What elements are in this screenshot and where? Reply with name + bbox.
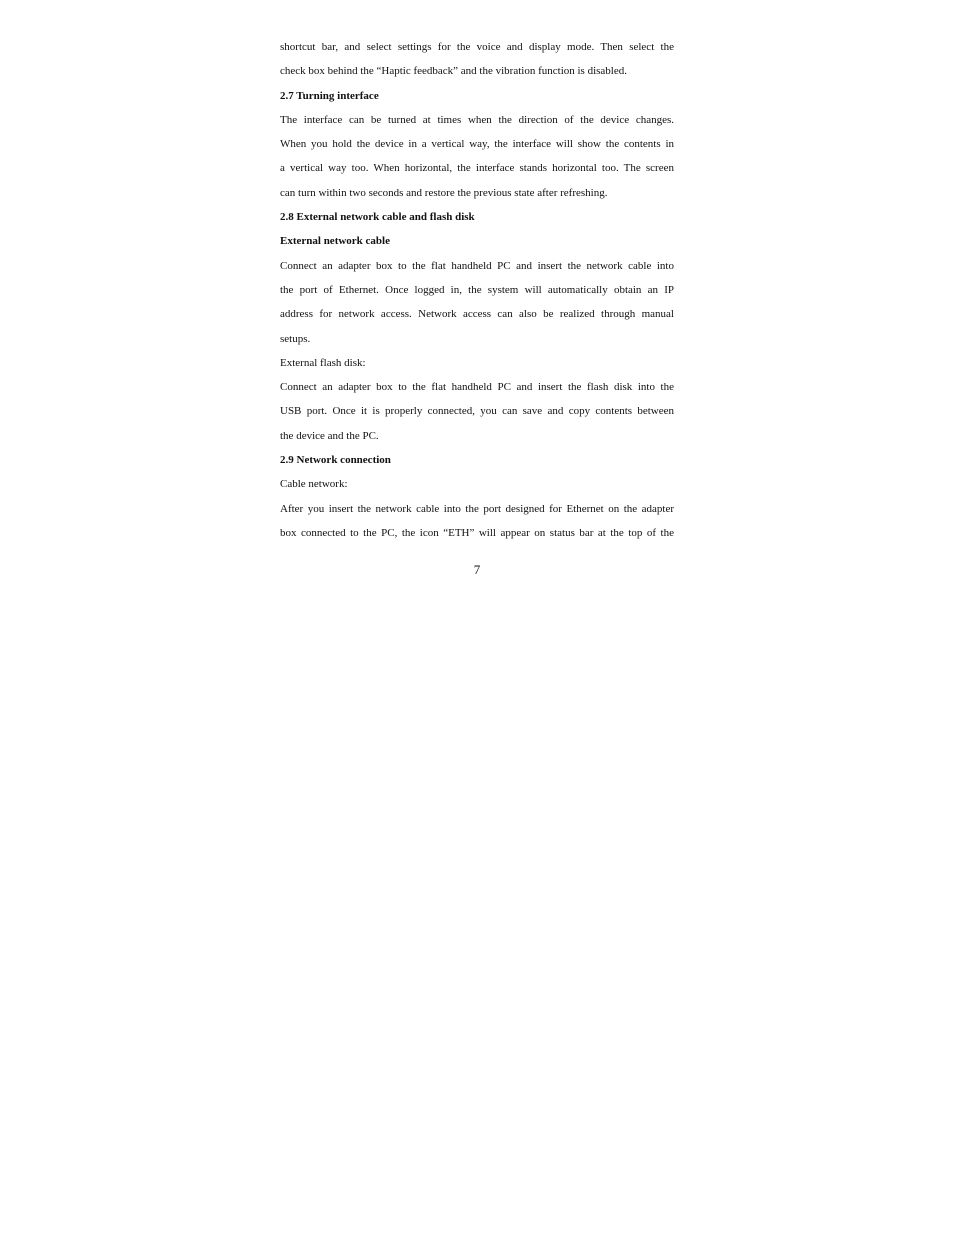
text-line: When you hold the device in a vertical way, the interface will show the contents in	[280, 138, 674, 151]
text-line: After you insert the network cable into the port designed for Ethernet on the adapter	[280, 502, 674, 515]
text-line: box connected to the PC, the icon “ETH” will appear on status bar at the top of the	[280, 526, 674, 539]
text-line: address for network access. Network access can also be realized through manual	[280, 308, 674, 321]
text-line: the port of Ethernet. Once logged in, the system will automatically obtain an IP	[280, 283, 674, 296]
text-line: Cable network:	[280, 478, 348, 491]
page-number: 7	[473, 562, 481, 577]
text-line: External flash disk:	[280, 356, 366, 369]
section-heading: External network cable	[280, 235, 390, 248]
text-line: shortcut bar, and select settings for the voice and display mode. Then select the	[280, 41, 674, 53]
section-heading: 2.7 Turning interface	[280, 89, 379, 102]
text-line: can turn within two seconds and restore the previous state after refreshing.	[280, 186, 608, 199]
text-line: setups.	[280, 332, 311, 345]
text-line: a vertical way too. When horizontal, the interface stands horizontal too. The screen	[280, 162, 674, 175]
text-line: the device and the PC.	[280, 429, 379, 442]
text-line: The interface can be turned at times when the direction of the device changes.	[280, 113, 674, 126]
text-line: check box behind the “Haptic feedback” and the vibration function is disabled.	[280, 65, 627, 78]
section-heading: 2.9 Network connection	[280, 454, 391, 467]
text-line: USB port. Once it is properly connected, you can save and copy contents between	[280, 405, 674, 418]
body-text	[280, 35, 674, 545]
section-heading: 2.8 External network cable and flash disk	[280, 211, 475, 224]
text-line: Connect an adapter box to the flat handheld PC and insert the network cable into	[280, 259, 674, 272]
document-page	[280, 35, 674, 545]
text-line: Connect an adapter box to the flat handheld PC and insert the flash disk into the	[280, 381, 674, 394]
